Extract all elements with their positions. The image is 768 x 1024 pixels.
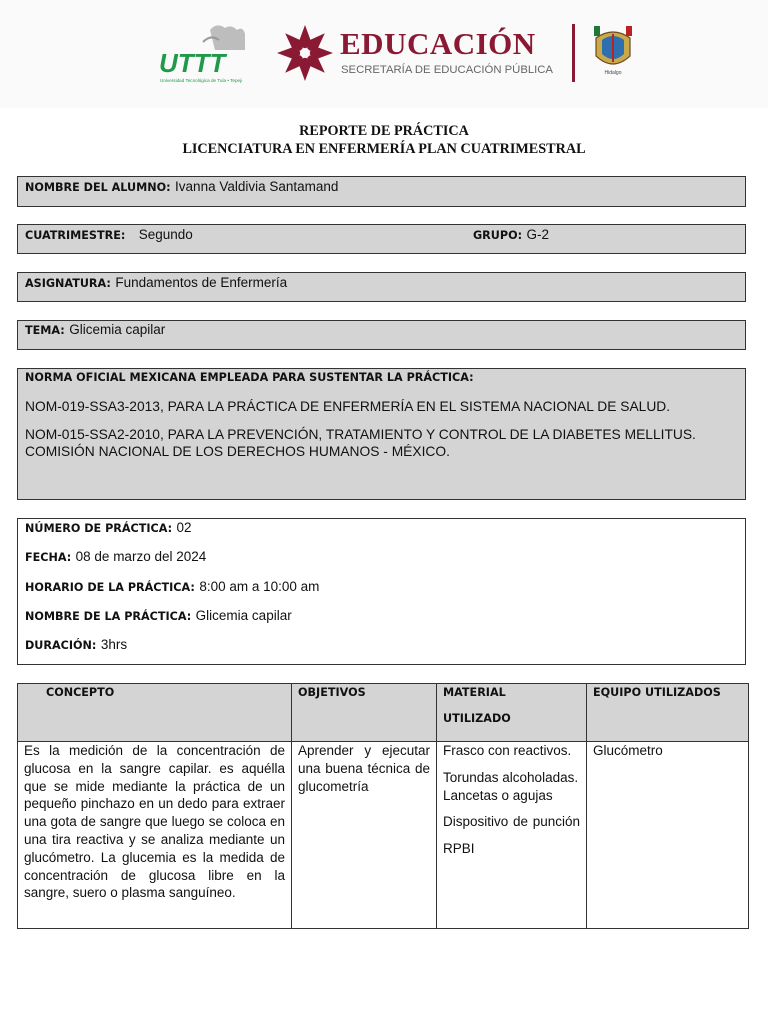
objectives-cell [292, 742, 437, 929]
header-material-line-2: UTILIZADO [443, 712, 511, 725]
topic-box [17, 320, 746, 350]
norm-box [17, 368, 746, 500]
group-value: G-2 [526, 227, 550, 242]
student-name-value: Ivanna Valdivia Santamand [175, 179, 339, 194]
norm-line-1: NOM-019-SSA3-2013, PARA LA PRÁCTICA DE ENFERMERÍA EN EL SISTEMA NACIONAL DE SALUD. [25, 399, 671, 414]
term-group-box [17, 224, 746, 254]
report-title: REPORTE DE PRÁCTICA [299, 123, 469, 139]
equipment-cell [587, 742, 749, 929]
practice-info-box [17, 518, 746, 665]
objectives-text: Aprender y ejecutar una buena técnica de glucometría [298, 743, 430, 794]
schedule-label: HORARIO DE LA PRÁCTICA: [25, 581, 195, 594]
material-item: Dispositivo de punción [443, 814, 580, 830]
date-label: FECHA: [25, 551, 72, 564]
term-label: CUATRIMESTRE: [25, 229, 126, 242]
term-value: Segundo [138, 227, 193, 242]
practice-table [17, 683, 749, 929]
equipment-text: Glucómetro [593, 743, 663, 758]
uttt-logo-text: UTTT [159, 48, 226, 78]
table-row [18, 742, 749, 929]
practice-name-value: Glicemia capilar [195, 608, 292, 623]
norm-line-2: NOM-015-SSA2-2010, PARA LA PREVENCIÓN, TRATAMIENTO Y CONTROL DE LA DIABETES MELLITUS. [25, 427, 696, 442]
material-item: RPBI [443, 841, 475, 857]
duration-value: 3hrs [100, 637, 128, 652]
material-item: Frasco con reactivos. [443, 743, 572, 758]
practice-number-label: NÚMERO DE PRÁCTICA: [25, 522, 173, 535]
schedule-value: 8:00 am a 10:00 am [199, 579, 320, 594]
header-divider [572, 24, 575, 82]
edu-title: EDUCACIÓN [340, 26, 536, 61]
subject-label: ASIGNATURA: [25, 277, 111, 290]
practice-name-label: NOMBRE DE LA PRÁCTICA: [25, 610, 192, 623]
practice-number-value: 02 [176, 520, 192, 535]
hidalgo-seal-logo [588, 22, 638, 84]
topic-label: TEMA: [25, 324, 65, 337]
sep-star-logo [277, 22, 333, 84]
duration-label: DURACIÓN: [25, 639, 97, 652]
seal-caption: Hidalgo [604, 70, 622, 76]
report-subtitle: LICENCIATURA EN ENFERMERÍA PLAN CUATRIMESTRAL [182, 141, 586, 157]
norm-line-3: COMISIÓN NACIONAL DE LOS DERECHOS HUMANOS - MÉXICO. [25, 444, 450, 459]
uttt-caption: Universidad Tecnológica de Tula • Tepeji [160, 78, 243, 83]
subject-box [17, 272, 746, 302]
date-value: 08 de marzo del 2024 [75, 549, 207, 564]
student-name-label: NOMBRE DEL ALUMNO: [25, 181, 171, 194]
header-material-line-1: MATERIAL [443, 686, 506, 699]
table-header-row [18, 684, 749, 742]
student-name-box [17, 176, 746, 207]
header-objectives: OBJETIVOS [292, 684, 437, 742]
uttt-logo [155, 20, 255, 86]
subject-value: Fundamentos de Enfermería [115, 275, 288, 290]
material-cell [437, 742, 587, 929]
edu-subtitle: SECRETARÍA DE EDUCACIÓN PÚBLICA [341, 64, 553, 76]
concept-text: Es la medición de la concentración de glucosa en la sangre capilar. es aquélla que se mide mediante la práctica de un pequeño pinchazo en un dedo para extraer una gota de sangre que luego se coloca en una tira reactiva y se analiza mediante un glucómetro. La glucemia es la medida de concentración de glucosa libre en la sangre, suero o plasma sanguíneo. [24, 743, 285, 901]
norm-label: NORMA OFICIAL MEXICANA EMPLEADA PARA SUSTENTAR LA PRÁCTICA: [25, 371, 474, 384]
material-item: Torundas alcoholadas. Lancetas o agujas [443, 769, 579, 803]
group-label: GRUPO: [473, 229, 523, 242]
header-concept: CONCEPTO [18, 684, 292, 742]
topic-value: Glicemia capilar [69, 322, 166, 337]
header-equipment: EQUIPO UTILIZADOS [587, 684, 749, 742]
concept-cell [18, 742, 292, 929]
header-material [437, 684, 587, 742]
